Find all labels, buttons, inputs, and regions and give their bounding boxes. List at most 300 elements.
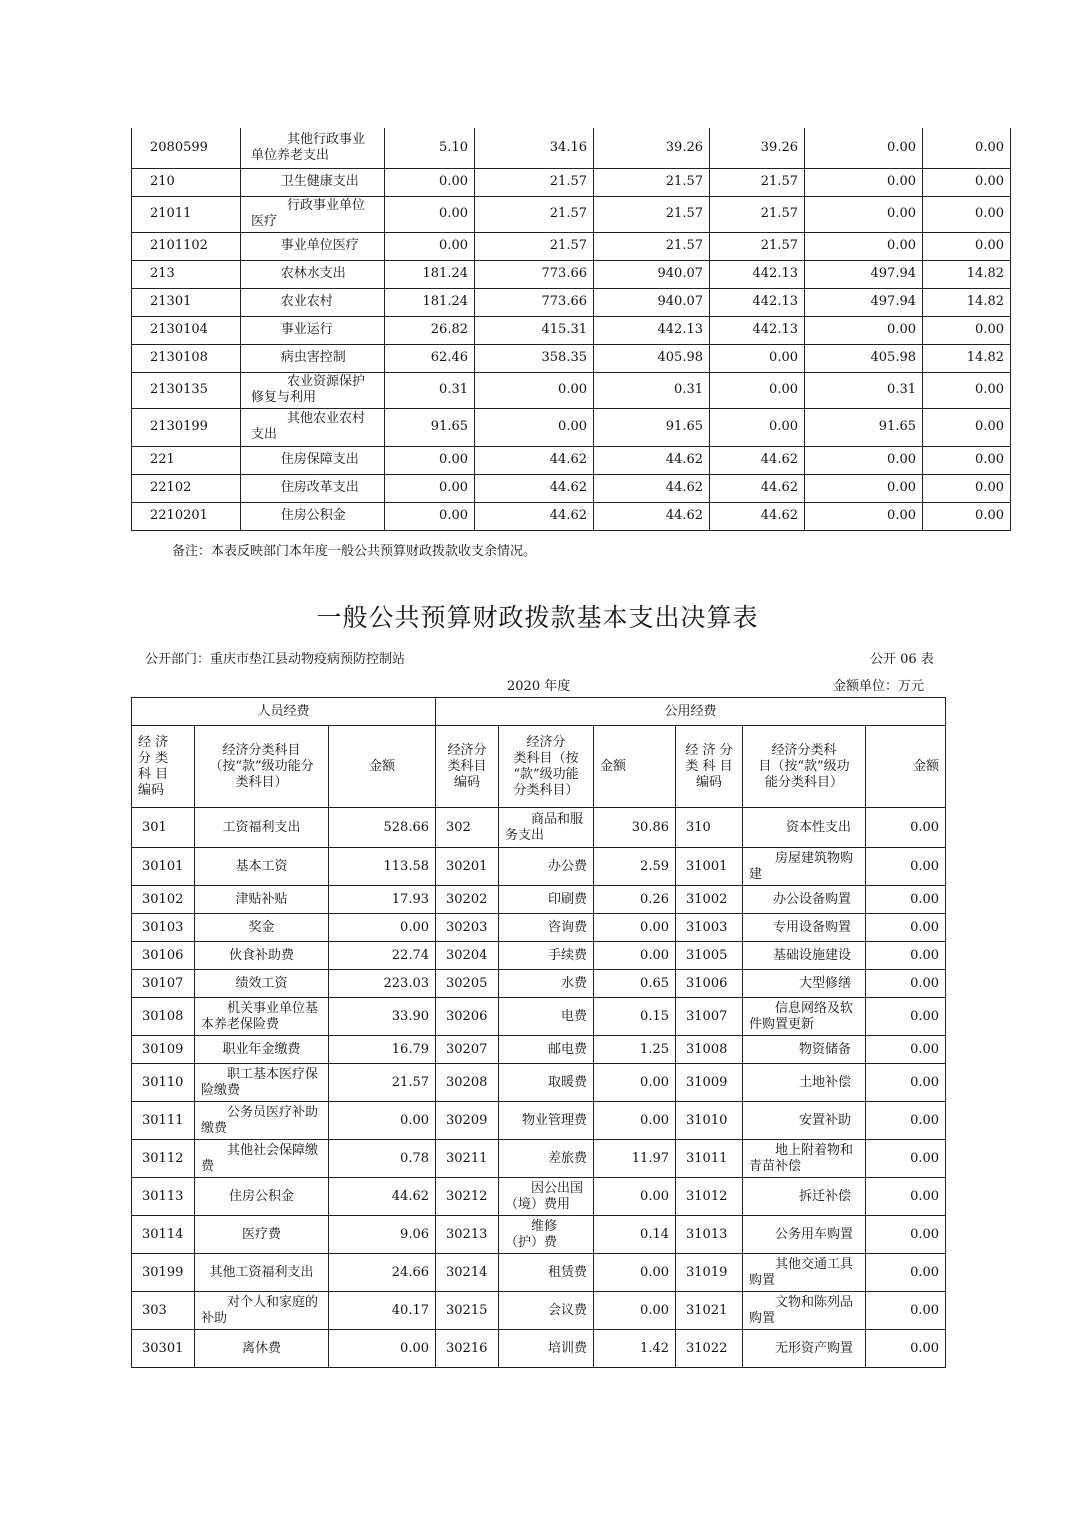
subject-code: 31003 — [676, 914, 743, 942]
subject-name — [241, 196, 385, 232]
cell-line: 目（按“款”级功 — [758, 758, 850, 774]
subject-name: 拆迁补偿 — [743, 1178, 866, 1216]
amount-cell: 0.00 — [866, 1216, 946, 1254]
table-row — [132, 1102, 946, 1140]
amount-cell: 0.00 — [805, 316, 923, 344]
table-row — [132, 970, 946, 998]
amount-cell: 405.98 — [805, 344, 923, 372]
subject-code: 31002 — [676, 886, 743, 914]
table-row — [132, 232, 1011, 260]
amount-cell: 0.31 — [385, 372, 475, 408]
subject-name: 培训费 — [499, 1330, 594, 1368]
table-row — [132, 196, 1011, 232]
amount-cell: 91.65 — [594, 408, 710, 446]
subject-name: 土地补偿 — [743, 1064, 866, 1102]
basic-expenditure-table — [131, 697, 946, 1368]
amount-cell: 0.00 — [385, 474, 475, 502]
cell-line: 行政事业单位 — [287, 198, 366, 213]
amount-cell: 91.65 — [385, 408, 475, 446]
amount-cell: 0.00 — [710, 372, 805, 408]
amount-cell: 9.06 — [329, 1216, 436, 1254]
amount-cell: 0.00 — [805, 232, 923, 260]
subject-code: 31007 — [676, 998, 743, 1036]
amount-cell: 0.00 — [594, 1254, 676, 1292]
amount-cell: 0.00 — [866, 1254, 946, 1292]
subject-name: 公务用车购置 — [743, 1216, 866, 1254]
amount-cell: 0.00 — [923, 408, 1011, 446]
amount-cell: 0.00 — [594, 1292, 676, 1330]
subject-name: 离休费 — [195, 1330, 329, 1368]
subject-code: 30102 — [132, 886, 195, 914]
table-row — [132, 446, 1011, 474]
personnel-expense-group: 人员经费 — [132, 698, 436, 726]
subject-code: 30112 — [132, 1140, 195, 1178]
subject-name: 事业单位医疗 — [241, 232, 385, 260]
subject-code: 30101 — [132, 848, 195, 886]
amount-cell: 21.57 — [710, 168, 805, 196]
subject-code: 31012 — [676, 1178, 743, 1216]
amount-cell: 442.13 — [710, 260, 805, 288]
table-row — [132, 260, 1011, 288]
subject-code: 2080599 — [132, 128, 241, 168]
amount-cell: 0.00 — [866, 1292, 946, 1330]
subject-name: 农林水支出 — [241, 260, 385, 288]
subject-code: 30204 — [436, 942, 499, 970]
table-row — [132, 408, 1011, 446]
amount-cell: 0.00 — [594, 1102, 676, 1140]
amount-cell: 442.13 — [710, 316, 805, 344]
amount-cell: 17.93 — [329, 886, 436, 914]
amount-cell: 21.57 — [475, 232, 594, 260]
amount-cell: 0.00 — [594, 914, 676, 942]
amount-cell: 21.57 — [475, 168, 594, 196]
amount-cell: 44.62 — [594, 474, 710, 502]
amount-cell: 44.62 — [710, 446, 805, 474]
amount-cell: 0.00 — [866, 1330, 946, 1368]
table-row — [132, 998, 946, 1036]
subject-name: 奖金 — [195, 914, 329, 942]
subject-name: 绩效工资 — [195, 970, 329, 998]
cell-line: 经 济 分 — [685, 742, 733, 758]
table-row — [132, 168, 1011, 196]
amount-cell: 24.66 — [329, 1254, 436, 1292]
amount-header: 金额 — [594, 726, 676, 808]
amount-cell: 0.00 — [866, 886, 946, 914]
table-row — [132, 1178, 946, 1216]
amount-cell: 21.57 — [475, 196, 594, 232]
subject-name: 对个人和家庭的补助 — [195, 1292, 329, 1330]
subject-name: 办公费 — [499, 848, 594, 886]
subject-name: 公务员医疗补助缴费 — [195, 1102, 329, 1140]
subject-name: 卫生健康支出 — [241, 168, 385, 196]
subject-name: 物资储备 — [743, 1036, 866, 1064]
amount-cell: 940.07 — [594, 260, 710, 288]
subject-code: 2210201 — [132, 502, 241, 530]
cell-line: 支出 — [251, 427, 278, 442]
subject-name: 电费 — [499, 998, 594, 1036]
amount-cell: 181.24 — [385, 260, 475, 288]
amount-cell: 0.31 — [805, 372, 923, 408]
amount-cell: 0.26 — [594, 886, 676, 914]
subject-name: 安置补助 — [743, 1102, 866, 1140]
subject-code: 21301 — [132, 288, 241, 316]
amount-cell: 0.00 — [385, 232, 475, 260]
amount-cell: 0.00 — [805, 196, 923, 232]
table-row — [132, 1140, 946, 1178]
amount-cell: 0.00 — [805, 474, 923, 502]
subject-name: 文物和陈列品购置 — [743, 1292, 866, 1330]
table-row — [132, 914, 946, 942]
amount-cell: 39.26 — [710, 128, 805, 168]
cell-line: 类科目 — [447, 758, 487, 774]
subject-code: 30110 — [132, 1064, 195, 1102]
cell-line: 经济分类科目 — [222, 742, 301, 758]
code-header — [676, 726, 743, 808]
subject-name: 事业运行 — [241, 316, 385, 344]
amount-cell: 0.00 — [923, 372, 1011, 408]
amount-cell: 62.46 — [385, 344, 475, 372]
amount-cell: 0.00 — [866, 1102, 946, 1140]
table-row — [132, 316, 1011, 344]
subject-name: 住房保障支出 — [241, 446, 385, 474]
subject-name: 职业年金缴费 — [195, 1036, 329, 1064]
subject-code: 30202 — [436, 886, 499, 914]
amount-cell: 442.13 — [594, 316, 710, 344]
amount-cell: 0.00 — [805, 128, 923, 168]
subject-code: 30211 — [436, 1140, 499, 1178]
cell-line: 其他行政事业 — [287, 131, 366, 147]
amount-cell: 0.00 — [923, 168, 1011, 196]
amount-cell: 0.00 — [594, 1064, 676, 1102]
subject-code: 30213 — [436, 1216, 499, 1254]
subject-name — [241, 408, 385, 446]
table-row — [132, 808, 946, 848]
subject-code: 31006 — [676, 970, 743, 998]
amount-cell: 21.57 — [710, 196, 805, 232]
subject-code: 30205 — [436, 970, 499, 998]
amount-cell: 44.62 — [594, 446, 710, 474]
amount-cell: 0.00 — [866, 942, 946, 970]
cell-line: 编码 — [695, 774, 722, 790]
amount-cell: 16.79 — [329, 1036, 436, 1064]
cell-line: 农业资源保护 — [287, 374, 366, 389]
amount-cell: 0.00 — [923, 316, 1011, 344]
amount-cell: 0.00 — [594, 942, 676, 970]
table-number: 公开 06 表 — [870, 652, 934, 667]
amount-cell: 0.00 — [475, 408, 594, 446]
subject-name: 会议费 — [499, 1292, 594, 1330]
name-header — [743, 726, 866, 808]
subject-name: 印刷费 — [499, 886, 594, 914]
amount-cell: 14.82 — [923, 344, 1011, 372]
amount-cell: 26.82 — [385, 316, 475, 344]
amount-cell: 773.66 — [475, 288, 594, 316]
subject-name: 物业管理费 — [499, 1102, 594, 1140]
subject-code: 30207 — [436, 1036, 499, 1064]
table-row — [132, 128, 1011, 168]
subject-name: 大型修缮 — [743, 970, 866, 998]
amount-cell: 0.31 — [594, 372, 710, 408]
subject-code: 302 — [436, 808, 499, 848]
amount-cell: 22.74 — [329, 942, 436, 970]
amount-cell: 0.14 — [594, 1216, 676, 1254]
subject-name: 维修（护）费 — [499, 1216, 594, 1254]
amount-cell: 0.00 — [385, 168, 475, 196]
amount-cell: 1.25 — [594, 1036, 676, 1064]
amount-cell: 0.65 — [594, 970, 676, 998]
amount-cell: 0.00 — [710, 344, 805, 372]
code-header — [436, 726, 499, 808]
amount-cell: 44.62 — [329, 1178, 436, 1216]
table-row — [132, 1216, 946, 1254]
fiscal-year: 2020 年度 — [507, 679, 571, 694]
subject-code: 2130135 — [132, 372, 241, 408]
amount-header: 金额 — [329, 726, 436, 808]
subject-code: 31019 — [676, 1254, 743, 1292]
amount-cell: 0.00 — [475, 372, 594, 408]
subject-name: 商品和服务支出 — [499, 808, 594, 848]
amount-cell: 528.66 — [329, 808, 436, 848]
amount-cell: 21.57 — [329, 1064, 436, 1102]
subject-name: 咨询费 — [499, 914, 594, 942]
subject-code: 303 — [132, 1292, 195, 1330]
cell-line: 医疗 — [251, 214, 278, 229]
subject-code: 30109 — [132, 1036, 195, 1064]
subject-code: 221 — [132, 446, 241, 474]
table-row — [132, 1330, 946, 1368]
subject-code: 2101102 — [132, 232, 241, 260]
subject-name: 信息网络及软件购置更新 — [743, 998, 866, 1036]
subject-code: 30206 — [436, 998, 499, 1036]
amount-cell: 0.00 — [923, 474, 1011, 502]
cell-line: 类科目） — [235, 774, 288, 790]
amount-cell: 415.31 — [475, 316, 594, 344]
subject-code: 30114 — [132, 1216, 195, 1254]
cell-line: 经 济 — [138, 734, 169, 750]
amount-cell: 223.03 — [329, 970, 436, 998]
subject-name: 其他社会保障缴费 — [195, 1140, 329, 1178]
cell-line: 经济分 — [526, 734, 566, 750]
cell-line: 类科目（按 — [513, 750, 579, 766]
subject-name: 伙食补助费 — [195, 942, 329, 970]
amount-cell: 33.90 — [329, 998, 436, 1036]
subject-code: 30201 — [436, 848, 499, 886]
subject-code: 30301 — [132, 1330, 195, 1368]
subject-name: 基本工资 — [195, 848, 329, 886]
subject-name: 职工基本医疗保险缴费 — [195, 1064, 329, 1102]
subject-code: 21011 — [132, 196, 241, 232]
amount-cell: 21.57 — [710, 232, 805, 260]
amount-cell: 358.35 — [475, 344, 594, 372]
balance-table — [131, 128, 1011, 531]
subject-code: 213 — [132, 260, 241, 288]
subject-name: 取暖费 — [499, 1064, 594, 1102]
amount-cell: 0.00 — [923, 128, 1011, 168]
amount-cell: 44.62 — [475, 474, 594, 502]
code-header — [132, 726, 195, 808]
amount-cell: 0.00 — [866, 970, 946, 998]
amount-cell: 14.82 — [923, 288, 1011, 316]
amount-cell: 11.97 — [594, 1140, 676, 1178]
amount-header: 金额 — [866, 726, 946, 808]
cell-line: 分类科目） — [513, 782, 579, 798]
amount-unit: 金额单位：万元 — [833, 679, 925, 694]
subject-code: 31005 — [676, 942, 743, 970]
cell-line: 单位养老支出 — [251, 147, 330, 163]
subject-name: 其他工资福利支出 — [195, 1254, 329, 1292]
subject-code: 30215 — [436, 1292, 499, 1330]
subject-name: 租赁费 — [499, 1254, 594, 1292]
amount-cell: 40.17 — [329, 1292, 436, 1330]
public-expense-group: 公用经费 — [436, 698, 946, 726]
cell-line: 类 科 目 — [685, 758, 733, 774]
subject-name: 专用设备购置 — [743, 914, 866, 942]
table-row — [132, 1292, 946, 1330]
subject-name: 医疗费 — [195, 1216, 329, 1254]
name-header — [195, 726, 329, 808]
cell-line: 经济分类科 — [771, 742, 837, 758]
amount-cell: 497.94 — [805, 260, 923, 288]
subject-code: 30111 — [132, 1102, 195, 1140]
subject-code: 30203 — [436, 914, 499, 942]
amount-cell: 0.00 — [866, 808, 946, 848]
subject-code: 2130108 — [132, 344, 241, 372]
subject-name: 地上附着物和青苗补偿 — [743, 1140, 866, 1178]
subject-code: 31021 — [676, 1292, 743, 1330]
table-row — [132, 886, 946, 914]
subject-code: 31001 — [676, 848, 743, 886]
amount-cell: 0.00 — [866, 998, 946, 1036]
subject-code: 210 — [132, 168, 241, 196]
amount-cell: 1.42 — [594, 1330, 676, 1368]
amount-cell: 0.00 — [329, 1330, 436, 1368]
subject-code: 31009 — [676, 1064, 743, 1102]
amount-cell: 0.00 — [866, 1064, 946, 1102]
subject-code: 30113 — [132, 1178, 195, 1216]
amount-cell: 773.66 — [475, 260, 594, 288]
table-row — [132, 942, 946, 970]
amount-cell: 34.16 — [475, 128, 594, 168]
subject-code: 31022 — [676, 1330, 743, 1368]
subject-name: 病虫害控制 — [241, 344, 385, 372]
amount-cell: 44.62 — [475, 502, 594, 530]
subject-code: 310 — [676, 808, 743, 848]
amount-cell: 44.62 — [710, 502, 805, 530]
cell-line: “款”级功能 — [513, 766, 579, 782]
amount-cell: 0.00 — [923, 232, 1011, 260]
amount-cell: 0.00 — [805, 168, 923, 196]
amount-cell: 0.00 — [923, 502, 1011, 530]
amount-cell: 0.15 — [594, 998, 676, 1036]
table-note: 备注：本表反映部门本年度一般公共预算财政拨款收支余情况。 — [172, 544, 537, 559]
amount-cell: 0.00 — [805, 502, 923, 530]
cell-line: 编码 — [138, 782, 165, 798]
cell-line: 能分类科目） — [764, 774, 843, 790]
subject-name: 因公出国（境）费用 — [499, 1178, 594, 1216]
subject-code: 31011 — [676, 1140, 743, 1178]
subject-code: 30212 — [436, 1178, 499, 1216]
name-header — [499, 726, 594, 808]
cell-line: 编码 — [453, 774, 480, 790]
amount-cell: 0.00 — [385, 446, 475, 474]
table-row — [132, 502, 1011, 530]
table-row — [132, 1254, 946, 1292]
amount-cell: 44.62 — [475, 446, 594, 474]
table-row — [132, 474, 1011, 502]
subject-name: 办公设备购置 — [743, 886, 866, 914]
subject-code: 30209 — [436, 1102, 499, 1140]
cell-line: 分 类 — [138, 750, 169, 766]
amount-cell: 0.00 — [594, 1178, 676, 1216]
amount-cell: 44.62 — [594, 502, 710, 530]
subject-name — [241, 372, 385, 408]
subject-name: 手续费 — [499, 942, 594, 970]
subject-code: 30214 — [436, 1254, 499, 1292]
amount-cell: 0.00 — [385, 502, 475, 530]
subject-name: 无形资产购置 — [743, 1330, 866, 1368]
subject-code: 2130104 — [132, 316, 241, 344]
amount-cell: 2.59 — [594, 848, 676, 886]
amount-cell: 0.00 — [805, 446, 923, 474]
subject-name: 工资福利支出 — [195, 808, 329, 848]
subject-code: 22102 — [132, 474, 241, 502]
page-title: 一般公共预算财政拨款基本支出决算表 — [316, 603, 759, 632]
subject-name: 住房改革支出 — [241, 474, 385, 502]
amount-cell: 0.00 — [866, 1178, 946, 1216]
subject-code: 30199 — [132, 1254, 195, 1292]
subject-name: 住房公积金 — [195, 1178, 329, 1216]
subject-name: 资本性支出 — [743, 808, 866, 848]
subject-name: 差旅费 — [499, 1140, 594, 1178]
cell-line: 科 目 — [138, 766, 169, 782]
amount-cell: 113.58 — [329, 848, 436, 886]
subject-name: 农业农村 — [241, 288, 385, 316]
subject-code: 301 — [132, 808, 195, 848]
table-row — [132, 372, 1011, 408]
amount-cell: 21.57 — [594, 232, 710, 260]
subject-code: 30107 — [132, 970, 195, 998]
subject-name: 其他交通工具购置 — [743, 1254, 866, 1292]
cell-line: 其他农业农村 — [287, 411, 366, 426]
subject-code: 2130199 — [132, 408, 241, 446]
subject-name: 水费 — [499, 970, 594, 998]
amount-cell: 0.00 — [329, 1102, 436, 1140]
amount-cell: 497.94 — [805, 288, 923, 316]
amount-cell: 21.57 — [594, 168, 710, 196]
subject-name — [241, 128, 385, 168]
subject-code: 31008 — [676, 1036, 743, 1064]
amount-cell: 44.62 — [710, 474, 805, 502]
subject-name: 津贴补贴 — [195, 886, 329, 914]
amount-cell: 39.26 — [594, 128, 710, 168]
cell-line: 经济分 — [447, 742, 487, 758]
amount-cell: 0.78 — [329, 1140, 436, 1178]
amount-cell: 0.00 — [866, 848, 946, 886]
subject-code: 30103 — [132, 914, 195, 942]
table-row — [132, 1064, 946, 1102]
amount-cell: 14.82 — [923, 260, 1011, 288]
subject-name: 基础设施建设 — [743, 942, 866, 970]
amount-cell: 0.00 — [329, 914, 436, 942]
subject-name: 房屋建筑物购建 — [743, 848, 866, 886]
subject-name: 住房公积金 — [241, 502, 385, 530]
table-row — [132, 1036, 946, 1064]
subject-code: 30208 — [436, 1064, 499, 1102]
subject-code: 30106 — [132, 942, 195, 970]
amount-cell: 5.10 — [385, 128, 475, 168]
subject-name: 机关事业单位基本养老保险费 — [195, 998, 329, 1036]
subject-code: 31010 — [676, 1102, 743, 1140]
